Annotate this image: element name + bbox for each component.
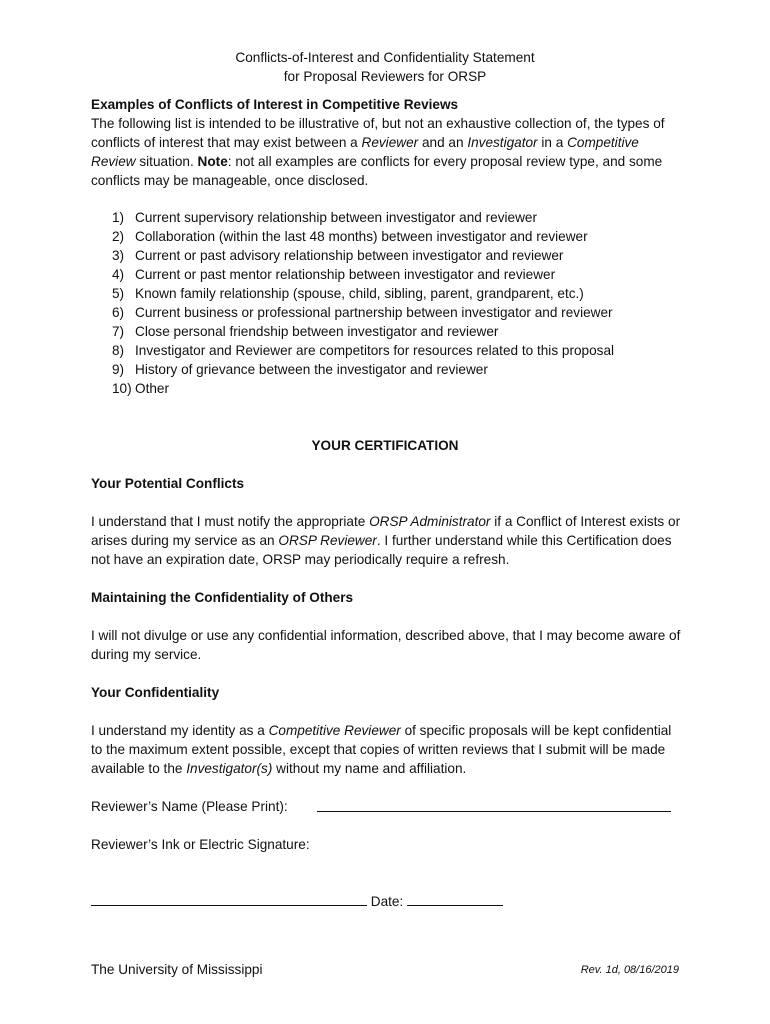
- date-field[interactable]: [407, 891, 503, 906]
- potential-conflicts-heading: Your Potential Conflicts: [91, 476, 245, 491]
- certification-heading: YOUR CERTIFICATION: [311, 438, 459, 453]
- list-item: 2) Collaboration (within the last 48 months) between investigator and reviewer: [112, 229, 588, 244]
- list-item: 10) Other: [112, 381, 169, 396]
- list-item: 9) History of grievance between the investigator and reviewer: [112, 362, 488, 377]
- conflicts-list: [91, 208, 681, 398]
- your-confidentiality-text: I understand my identity as a Competitive Reviewer of specific proposals will be kept confidential to the maximum extent possible, except that copies of written reviews that I submit will be made available to the Investigator(s) without my name and affiliation.: [91, 723, 672, 776]
- reviewer-signature-label: Reviewer’s Ink or Electric Signature:: [91, 837, 310, 852]
- signature-date-row: [91, 891, 681, 911]
- document-title-line-1: Conflicts-of-Interest and Confidentiality Statement: [235, 50, 535, 65]
- reviewer-name-field[interactable]: [317, 797, 671, 812]
- list-item: 7) Close personal friendship between investigator and reviewer: [112, 324, 499, 339]
- reviewer-name-row: [91, 797, 681, 816]
- list-item: 8) Investigator and Reviewer are competitors for resources related to this proposal: [112, 343, 615, 358]
- list-item: 3) Current or past advisory relationship between investigator and reviewer: [112, 248, 564, 263]
- list-item: 6) Current business or professional partnership between investigator and reviewer: [112, 305, 613, 320]
- footer-revision: Rev. 1d, 08/16/2019: [580, 964, 679, 976]
- examples-intro: The following list is intended to be illustrative of, but not an exhaustive collection of, the types of conflicts of interest that may exist between a Reviewer and an Investigator in a Competitive Review situation. Note: not all examples are conflicts for every proposal review type, and some conflicts may be manageable, once disclosed.: [91, 116, 665, 188]
- confidentiality-of-others-text: I will not divulge or use any confidential information, described above, that I may become aware of during my service.: [91, 628, 681, 662]
- confidentiality-of-others-heading: Maintaining the Confidentiality of Others: [91, 590, 354, 605]
- document-title-line-2: for Proposal Reviewers for ORSP: [283, 69, 487, 84]
- signature-field[interactable]: [91, 891, 367, 906]
- footer-institution: The University of Mississippi: [91, 962, 263, 977]
- list-item: 5) Known family relationship (spouse, child, sibling, parent, grandparent, etc.): [112, 286, 584, 301]
- reviewer-name-label: Reviewer’s Name (Please Print):: [91, 799, 288, 814]
- examples-heading: Examples of Conflicts of Interest in Competitive Reviews: [91, 97, 459, 112]
- potential-conflicts-text: I understand that I must notify the appropriate ORSP Administrator if a Conflict of Interest exists or arises during my service as an ORSP Reviewer. I further understand while this Certification does not have an expiration date, ORSP may periodically require a refresh.: [91, 514, 681, 567]
- your-confidentiality-heading: Your Confidentiality: [91, 685, 220, 700]
- list-item: 1) Current supervisory relationship between investigator and reviewer: [112, 210, 537, 225]
- date-label: Date:: [370, 894, 404, 909]
- list-item: 4) Current or past mentor relationship between investigator and reviewer: [112, 267, 556, 282]
